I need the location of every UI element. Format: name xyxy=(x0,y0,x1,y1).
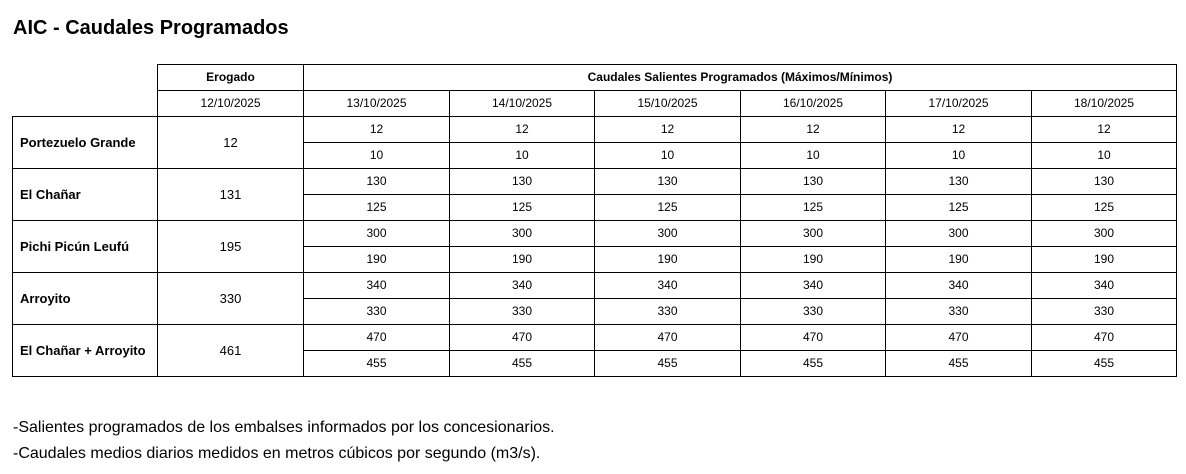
max-value: 470 xyxy=(304,325,450,351)
max-value: 470 xyxy=(741,325,886,351)
max-value: 130 xyxy=(304,169,450,195)
date-header: 18/10/2025 xyxy=(1032,91,1177,117)
erogado-value: 131 xyxy=(158,169,304,221)
table-row xyxy=(13,221,1177,247)
min-value: 190 xyxy=(304,247,450,273)
table-row xyxy=(13,325,1177,351)
date-header: 17/10/2025 xyxy=(886,91,1032,117)
max-value: 340 xyxy=(886,273,1032,299)
erogado-value: 461 xyxy=(158,325,304,377)
max-value: 12 xyxy=(886,117,1032,143)
min-value: 455 xyxy=(450,351,595,377)
max-value: 340 xyxy=(1032,273,1177,299)
min-value: 125 xyxy=(595,195,741,221)
erogado-value: 195 xyxy=(158,221,304,273)
min-value: 190 xyxy=(886,247,1032,273)
max-value: 300 xyxy=(450,221,595,247)
min-value: 125 xyxy=(886,195,1032,221)
max-value: 12 xyxy=(1032,117,1177,143)
min-value: 125 xyxy=(450,195,595,221)
min-value: 10 xyxy=(304,143,450,169)
min-value: 190 xyxy=(595,247,741,273)
min-value: 455 xyxy=(886,351,1032,377)
date-header: 16/10/2025 xyxy=(741,91,886,117)
max-value: 300 xyxy=(304,221,450,247)
min-value: 330 xyxy=(304,299,450,325)
corner-cell xyxy=(13,65,158,117)
page-title: AIC - Caudales Programados xyxy=(13,17,289,39)
max-value: 130 xyxy=(1032,169,1177,195)
min-value: 10 xyxy=(886,143,1032,169)
programados-header: Caudales Salientes Programados (Máximos/Mínimos) xyxy=(304,65,1177,91)
max-value: 470 xyxy=(450,325,595,351)
header-row xyxy=(13,65,1177,91)
note-line: -Caudales medios diarios medidos en metros cúbicos por segundo (m3/s). xyxy=(13,445,541,462)
min-value: 10 xyxy=(741,143,886,169)
max-value: 12 xyxy=(595,117,741,143)
min-value: 10 xyxy=(450,143,595,169)
note-line: -Salientes programados de los embalses informados por los concesionarios. xyxy=(13,419,555,436)
max-value: 130 xyxy=(741,169,886,195)
date-header: 15/10/2025 xyxy=(595,91,741,117)
date-header: 13/10/2025 xyxy=(304,91,450,117)
max-value: 470 xyxy=(886,325,1032,351)
dam-name: Arroyito xyxy=(13,273,158,325)
max-value: 12 xyxy=(741,117,886,143)
min-value: 330 xyxy=(1032,299,1177,325)
min-value: 330 xyxy=(886,299,1032,325)
min-value: 10 xyxy=(595,143,741,169)
flows-table xyxy=(12,64,1177,377)
erogado-value: 330 xyxy=(158,273,304,325)
min-value: 330 xyxy=(741,299,886,325)
table-row xyxy=(13,273,1177,299)
min-value: 190 xyxy=(1032,247,1177,273)
min-value: 125 xyxy=(304,195,450,221)
max-value: 340 xyxy=(741,273,886,299)
max-value: 300 xyxy=(1032,221,1177,247)
max-value: 130 xyxy=(886,169,1032,195)
max-value: 12 xyxy=(304,117,450,143)
dam-name: El Chañar xyxy=(13,169,158,221)
max-value: 470 xyxy=(595,325,741,351)
erogado-date: 12/10/2025 xyxy=(158,91,304,117)
max-value: 470 xyxy=(1032,325,1177,351)
min-value: 455 xyxy=(741,351,886,377)
max-value: 340 xyxy=(595,273,741,299)
min-value: 330 xyxy=(450,299,595,325)
max-value: 300 xyxy=(595,221,741,247)
min-value: 455 xyxy=(1032,351,1177,377)
dam-name: Pichi Picún Leufú xyxy=(13,221,158,273)
date-header: 14/10/2025 xyxy=(450,91,595,117)
dam-name: Portezuelo Grande xyxy=(13,117,158,169)
erogado-header: Erogado xyxy=(158,65,304,91)
min-value: 455 xyxy=(304,351,450,377)
min-value: 190 xyxy=(741,247,886,273)
max-value: 300 xyxy=(886,221,1032,247)
max-value: 130 xyxy=(595,169,741,195)
notes xyxy=(13,415,555,467)
min-value: 455 xyxy=(595,351,741,377)
date-row xyxy=(13,91,1177,117)
table-row xyxy=(13,117,1177,143)
min-value: 330 xyxy=(595,299,741,325)
max-value: 340 xyxy=(304,273,450,299)
min-value: 190 xyxy=(450,247,595,273)
table-row xyxy=(13,169,1177,195)
dam-name: El Chañar + Arroyito xyxy=(13,325,158,377)
max-value: 12 xyxy=(450,117,595,143)
min-value: 125 xyxy=(1032,195,1177,221)
max-value: 340 xyxy=(450,273,595,299)
max-value: 300 xyxy=(741,221,886,247)
max-value: 130 xyxy=(450,169,595,195)
erogado-value: 12 xyxy=(158,117,304,169)
min-value: 10 xyxy=(1032,143,1177,169)
min-value: 125 xyxy=(741,195,886,221)
